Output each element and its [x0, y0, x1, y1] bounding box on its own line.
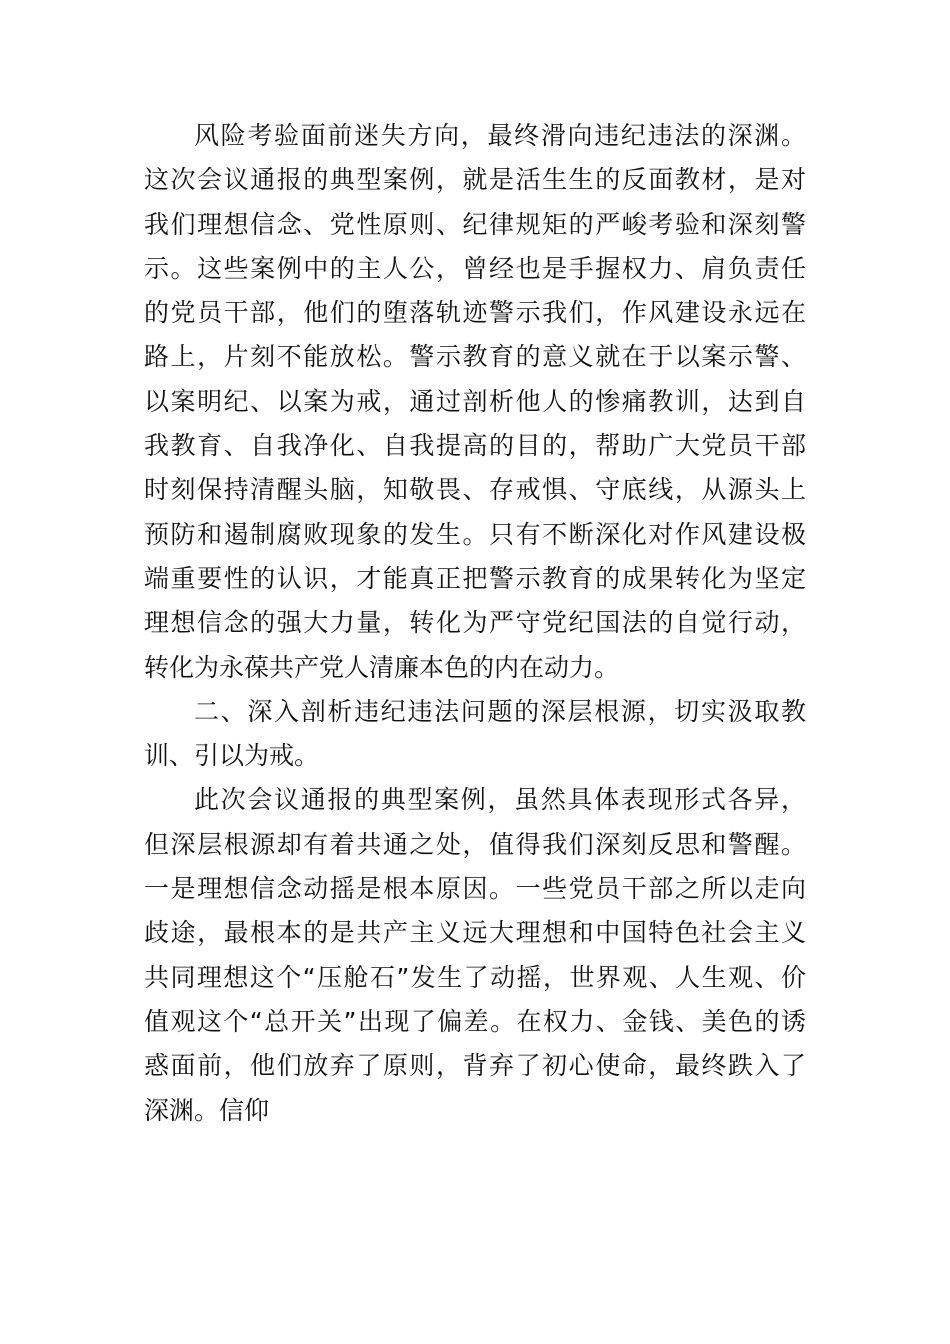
- document-body: [144, 114, 806, 1133]
- text-line: 时刻保持清醒头脑，知敬畏、存戒惧、守底线，从源头上: [144, 475, 806, 505]
- text-line: 转化为永葆共产党人清廉本色的内在动力。: [144, 652, 620, 682]
- text-line: 共同理想这个“压舱石”发生了动摇，世界观、人生观、价: [144, 962, 806, 992]
- text-line: 示。这些案例中的主人公，曾经也是手握权力、肩负责任: [144, 253, 806, 283]
- text-line: 但深层根源却有着共通之处，值得我们深刻反思和警醒。: [144, 829, 806, 859]
- text-line: 此次会议通报的典型案例，虽然具体表现形式各异，: [194, 785, 806, 815]
- section-heading-line: 二、深入剖析违纪违法问题的深层根源，切实汲取教: [194, 696, 806, 726]
- text-line: 端重要性的认识，才能真正把警示教育的成果转化为坚定: [144, 563, 806, 593]
- text-line: 路上，片刻不能放松。警示教育的意义就在于以案示警、: [144, 342, 806, 372]
- text-line: 深渊。信仰: [144, 1095, 270, 1125]
- text-line: 理想信念的强大力量，转化为严守党纪国法的自觉行动，: [144, 608, 806, 638]
- text-line: 一是理想信念动摇是根本原因。一些党员干部之所以走向: [144, 874, 806, 904]
- section-heading-line: 训、引以为戒。: [144, 741, 320, 771]
- text-line: 歧途，最根本的是共产主义远大理想和中国特色社会主义: [144, 918, 806, 948]
- text-line: 值观这个“总开关”出现了偏差。在权力、金钱、美色的诱: [144, 1006, 806, 1036]
- text-line: 我们理想信念、党性原则、纪律规矩的严峻考验和深刻警: [144, 209, 806, 239]
- text-line: 的党员干部，他们的堕落轨迹警示我们，作风建设永远在: [144, 298, 806, 328]
- text-line: 风险考验面前迷失方向，最终滑向违纪违法的深渊。: [194, 121, 806, 150]
- text-line: 我教育、自我净化、自我提高的目的，帮助广大党员干部: [144, 431, 806, 461]
- text-line: 预防和遏制腐败现象的发生。只有不断深化对作风建设极: [144, 519, 806, 549]
- text-line: 以案明纪、以案为戒，通过剖析他人的惨痛教训，达到自: [144, 386, 806, 416]
- text-line: 这次会议通报的典型案例，就是活生生的反面教材，是对: [144, 165, 806, 195]
- text-line: 惑面前，他们放弃了原则，背弃了初心使命，最终跌入了: [144, 1051, 806, 1081]
